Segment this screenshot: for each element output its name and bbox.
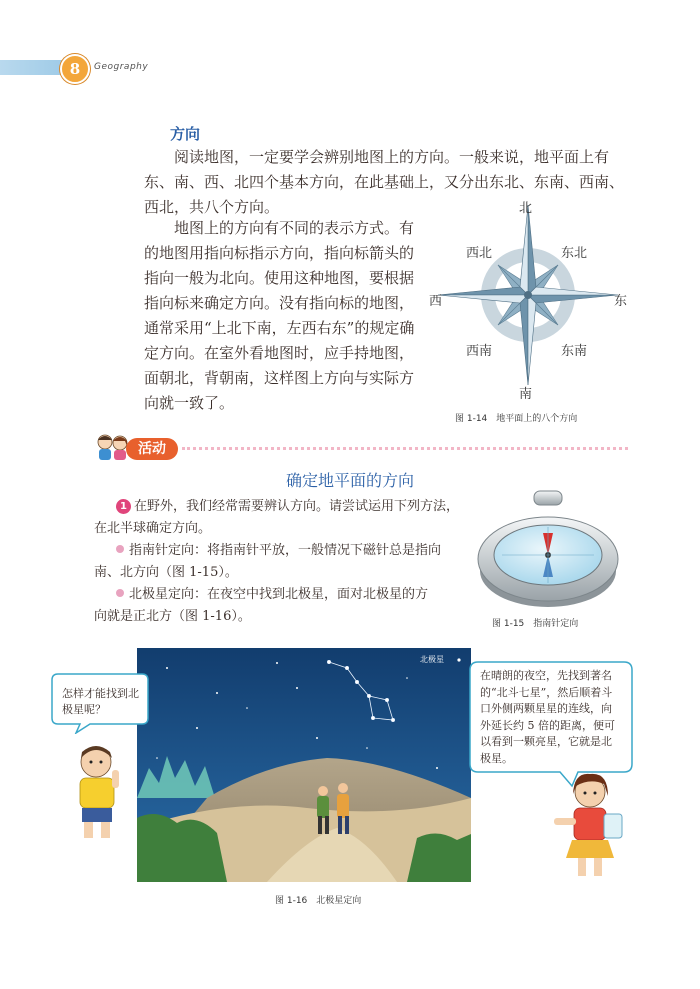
direction-southeast-label: 东南	[561, 344, 588, 359]
paragraph-map-directions: 地图上的方向有不同的表示方式。有的地图用指向标指示方向，指向标箭头的指向一般为北向。使用这种地图，要根据指向标来确定方向。没有指向标的地图，通常采用“上北下南，左西右东”的规定确定方向。在室外看地图时，应手持地图，面朝北，背朝南，这样图上方向与实际方向就一致了。	[144, 219, 415, 412]
method-compass-line2: 南、北方向（图 1-15）。	[94, 565, 238, 580]
subject-label: Geography	[94, 62, 149, 72]
speech-bubble-right-text: 在晴朗的夜空，先找到著名的“北斗七星”，然后顺着斗口外侧两颗星星的连线，向外延长约 5 倍的距离，便可以看到一颗亮星，它就是北极星。	[480, 669, 615, 765]
direction-north-label: 北	[519, 201, 533, 216]
activity-intro-line2: 在北半球确定方向。	[94, 521, 212, 536]
activity-body	[94, 496, 462, 628]
night-sky-scene-figure	[137, 648, 471, 882]
method-polaris-line1: 北极星定向：在夜空中找到北极星，面对北极星的方	[129, 587, 429, 602]
bullet-icon	[116, 545, 124, 553]
direction-west-label: 西	[429, 294, 443, 309]
activity-intro-line1: 在野外，我们经常需要辨认方向。请尝试运用下列方法，	[134, 499, 460, 514]
paragraph-intro: 阅读地图，一定要学会辨别地图上的方向。一般来说，地平面上有东、南、西、北四个基本方向，在此基础上，又分出东北、东南、西南、西北，共八个方向。	[144, 148, 625, 216]
activity-title: 确定地平面的方向	[286, 471, 415, 490]
method-polaris-line2: 向就是正北方（图 1-16）。	[94, 609, 251, 624]
method-polaris	[116, 584, 462, 606]
bullet-icon	[116, 589, 124, 597]
direction-south-label: 南	[519, 387, 533, 402]
figure-1-15-caption: 图 1-15 指南针定向	[492, 619, 579, 629]
header-color-bar	[0, 60, 64, 75]
speech-bubble-left-text: 怎样才能找到北极星呢？	[62, 687, 139, 716]
figure-1-14-caption: 图 1-14 地平面上的八个方向	[455, 414, 578, 424]
figure-1-16-caption: 图 1-16 北极星定向	[275, 896, 362, 906]
item-number-badge: 1	[116, 499, 131, 514]
method-compass-line1: 指南针定向：将指南针平放，一般情况下磁针总是指向	[129, 543, 442, 558]
section-title: 方向	[170, 125, 201, 143]
compass-rose-figure	[428, 195, 628, 395]
direction-southwest-label: 西南	[466, 344, 493, 359]
boy-character-illustration	[60, 740, 136, 840]
direction-northeast-label: 东北	[561, 246, 588, 261]
magnetic-compass-figure	[472, 485, 624, 613]
activity-intro	[116, 496, 462, 518]
girl-character-illustration	[544, 770, 638, 880]
activity-label: 活动	[126, 438, 178, 460]
method-compass	[116, 540, 462, 562]
direction-northwest-label: 西北	[466, 246, 493, 261]
polaris-label: 北极星	[420, 655, 444, 664]
page-number: 8	[60, 54, 90, 84]
direction-east-label: 东	[614, 294, 628, 309]
activity-dotted-divider	[182, 447, 628, 450]
